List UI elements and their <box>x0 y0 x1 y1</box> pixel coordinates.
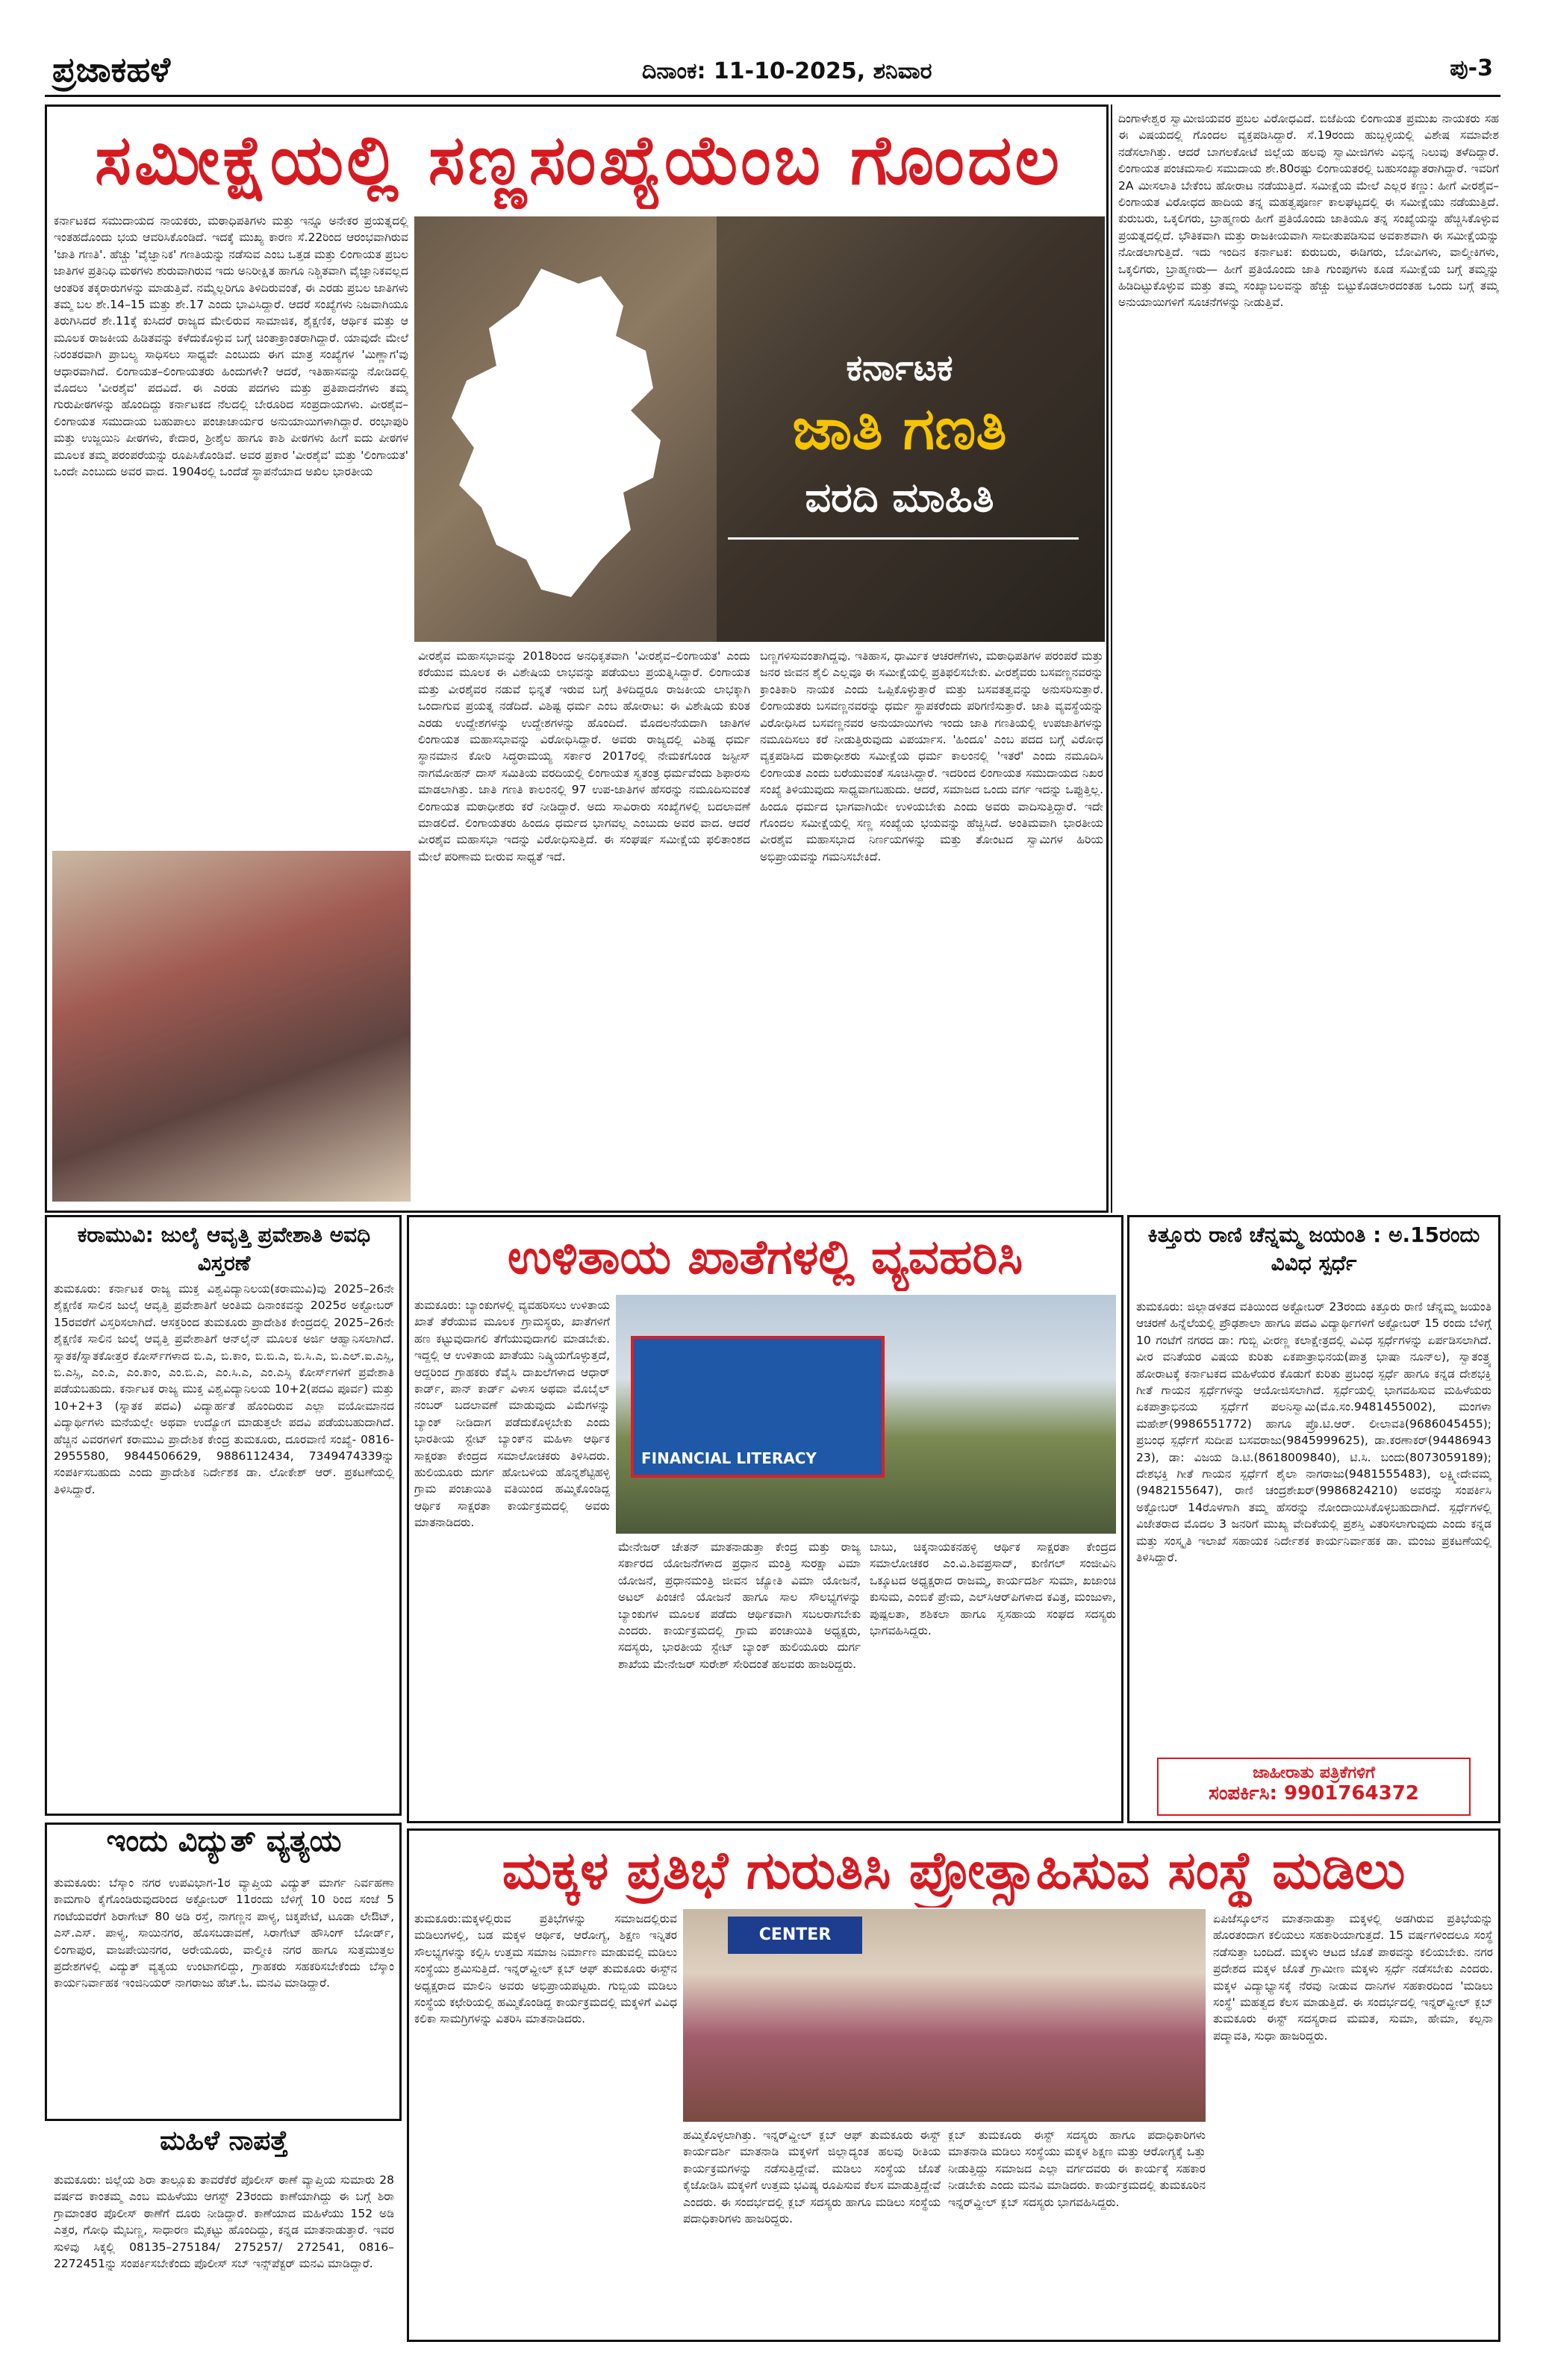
masthead <box>45 45 1500 97</box>
main-story-col4: ದಿಂಗಾಳೇಶ್ವರ ಸ್ವಾಮೀಜಿಯವರ ಪ್ರಬಲ ವಿರೋಧವಿದೆ. ಬಿಜೆಪಿಯ ಲಿಂಗಾಯತ ಪ್ರಮುಖ ನಾಯಕರು ಸಹ ಈ ವಿಷಯದಲ್ಲಿ ಗೊಂದಲ ವ್ಯಕ್ತಪಡಿಸಿದ್ದಾರೆ. ಸೆ.19ರಂದು ಹುಬ್ಬಳ್ಳಿಯಲ್ಲಿ ವಿಶೇಷ ಸಮಾವೇಶ ನಡೆಸಲಾಗಿತ್ತು. ಆದರೆ ಬಾಗಲಕೋಟೆ ಜಿಲ್ಲೆಯ ಹಲವು ಸ್ವಾಮೀಜಿಗಳು ವಿಭಿನ್ನ ನಿಲುವು ತಳೆದಿದ್ದಾರೆ. ಲಿಂಗಾಯತ ಪಂಚಮಸಾಲಿ ಸಮುದಾಯ ಶೇ.80ರಷ್ಟು ಲಿಂಗಾಯತರಲ್ಲಿ ಬಹುಸಂಖ್ಯಾತರಾಗಿದ್ದಾರೆ. ಇವರಿಗೆ 2A ಮೀಸಲಾತಿ ಬೇಕೆಂಬ ಹೋರಾಟ ನಡೆಯುತ್ತಿದೆ. ಸಮೀಕ್ಷೆಯ ಮೇಲೆ ಎಲ್ಲರ ಕಣ್ಣು: ಹೀಗೆ ವೀರಶೈವ–ಲಿಂಗಾಯತ ವಿರೋಧದ ಹಾದಿಯ ತನ್ನ ಮಹತ್ವಪೂರ್ಣ ಕಾಲಘಟ್ಟದಲ್ಲಿ ಈ ಸಮೀಕ್ಷೆಯು ನಡೆಯುತ್ತಿದೆ. ಕುರುಬರು, ಒಕ್ಕಲಿಗರು, ಬ್ರಾಹ್ಮಣರು ಹೀಗೆ ಪ್ರತಿಯೊಂದು ಜಾತಿಯೂ ತನ್ನ ಸಂಖ್ಯೆಯನ್ನು ಹೆಚ್ಚಿಸಿಕೊಳ್ಳುವ ಪ್ರಯತ್ನದಲ್ಲಿದೆ. ಭೌತಿಕವಾಗಿ ಮತ್ತು ರಾಜಕೀಯವಾಗಿ ಸಾಬೀತುಪಡಿಸುವ ಅವಕಾಶವಾಗಿ ಈ ಸಮೀಕ್ಷೆಯನ್ನು ನೋಡಲಾಗುತ್ತಿದೆ. ಇದು ಇಂದಿನ ಕರ್ನಾಟಕ: ಕುರುಬರು, ಈಡಿಗರು, ಬೋವಿಗಳು, ವಾಲ್ಮೀಕಿಗಳು, ಒಕ್ಕಲಿಗರು, ಬ್ರಾಹ್ಮಣರು— ಹೀಗೆ ಪ್ರತಿಯೊಂದು ಜಾತಿ ಗುಂಪುಗಳು ಕೂಡ ಸಮೀಕ್ಷೆಯ ಬಗ್ಗೆ ತಮ್ಮನ್ನು ಹಿಡಿದಿಟ್ಟುಕೊಳ್ಳುವ ಮತ್ತು ತಮ್ಮ ಸಂಖ್ಯಾಬಲವನ್ನು ಹೆಚ್ಚು ಬಿಟ್ಟುಕೊಡಲಾರದಂತಹ ಒಂದು ಬಗ್ಗೆ ತಮ್ಮ ಅನುಯಾಯಿಗಳಿಗೆ ಸೂಚನೆಗಳನ್ನು ನೀಡುತ್ತಿವೆ. <box>1118 112 1499 310</box>
madilu-event-photo <box>683 1909 1206 2122</box>
advertisement-contact-box <box>1157 1758 1471 1816</box>
chennamma-body: ತುಮಕೂರು: ಜಿಲ್ಲಾಡಳಿತದ ವತಿಯಿಂದ ಅಕ್ಟೋಬರ್ 23ರಂದು ಕಿತ್ತೂರು ರಾಣಿ ಚೆನ್ನಮ್ಮ ಜಯಂತಿ ಆಚರಣೆ ಹಿನ್ನೆಲೆಯಲ್ಲಿ ಪ್ರೌಢಶಾಲಾ ಹಾಗೂ ಪದವಿ ವಿದ್ಯಾರ್ಥಿಗಳಿಗೆ ಅಕ್ಟೋಬರ್ 15 ರಂದು ಬೆಳಿಗ್ಗೆ 10 ಗಂಟೆಗೆ ನಗರದ ಡಾ: ಗುಬ್ಬಿ ವೀರಣ್ಣ ಕಲಾಕ್ಷೇತ್ರದಲ್ಲಿ ವಿವಿಧ ಸ್ಪರ್ಧೆಗಳನ್ನು ಏರ್ಪಡಿಸಲಾಗಿದೆ. ವೀರ ವನಿತೆಯರ ವಿಷಯ ಕುರಿತು ಏಕಪಾತ್ರಾಭಿನಯ(ಪಾತ್ರ ಭಾಷಾ ನೂನ್‌ಲ), ಸ್ವಾತಂತ್ರ್ಯ ಹೋರಾಟಕ್ಕೆ ಕರ್ನಾಟಕದ ಮಹಿಳೆಯರ ಕೊಡುಗೆ ಕುರಿತು ಪ್ರಬಂಧ ಸ್ಪರ್ಧೆ ಹಾಗೂ ಕನ್ನಡ ದೇಶಭಕ್ತಿ ಗೀತೆ ಗಾಯನ ಸ್ಪರ್ಧೆಗಳನ್ನು ಆಯೋಜಿಸಲಾಗಿದೆ. ಸ್ಪರ್ಧೆಯಲ್ಲಿ ಭಾಗವಹಿಸುವ ಮಹಿಳೆಯರು ಏಕಪಾತ್ರಾಭಿನಯ ಸ್ಪರ್ಧೆಗೆ ಪಲನಿಸ್ವಾಮಿ(ಮೊ.ಸಂ.9481455002), ಮಂಗಳಾ ಮಹೇಶ್(9986551772) ಹಾಗೂ ಪ್ರೊ.ಟಿ.ಆರ್. ಲೀಲಾವತಿ(9686045455); ಪ್ರಬಂಧ ಸ್ಪರ್ಧೆಗೆ ಸುದೀಪ ಬಸವರಾಜು(9845999625), ಡಾ.ಕರಣಾಕರ್(94486943 23), ಡಾ: ವಿಜಯ ಡಿ.ಟಿ.(8618009840), ಟಿ.ಸಿ. ಬಂದು(8073059189); ದೇಶಭಕ್ತಿ ಗೀತೆ ಗಾಯನ ಸ್ಪರ್ಧೆಗೆ ಶೈಲಾ ನಾಗರಾಜು(9481555483), ಲಕ್ಷ್ಮೀದೇವಮ್ಮ (9482155647), ರಾಣಿ ಚಂದ್ರಶೇಖರ್(9986824210) ಅವರನ್ನು ಸಂಪರ್ಕಿಸಿ ಅಕ್ಟೋಬರ್ 14ರೊಳಗಾಗಿ ತಮ್ಮ ಹೆಸರನ್ನು ನೋಂದಾಯಿಸಿಕೊಳ್ಳಬಹುದಾಗಿದೆ. ಸ್ಪರ್ಧೆಗಳಲ್ಲಿ ವಿಜೇತರಾದ ಮೊದಲ 3 ಜನರಿಗೆ ಮುಖ್ಯ ವೇದಿಕೆಯಲ್ಲಿ ಪ್ರಶಸ್ತಿ ವಿತರಿಸಲಾಗುವುದು ಎಂದು ಕನ್ನಡ ಮತ್ತು ಸಂಸ್ಕೃತಿ ಇಲಾಖೆ ಸಹಾಯಕ ನಿರ್ದೇಶಕ ಕಾರ್ಯನಿರ್ವಾಹಕ ಡಾ. ಮಂಜು ಪ್ರಕಟಣೆಯಲ್ಲಿ ತಿಳಿಸಿದ್ದಾರೆ. <box>1136 1300 1491 1565</box>
talent-col1: ತುಮಕೂರು:ಮಕ್ಕಳಲ್ಲಿರುವ ಪ್ರತಿಭೆಗಳನ್ನು ಸಮಾಜದಲ್ಲಿರುವ ಮಡಿಲುಗಳಲ್ಲಿ, ಬಡ ಮಕ್ಕಳ ಆರ್ಥಿಕ, ಆರೋಗ್ಯ, ಶಿಕ್ಷಣ ಇನ್ನಿತರ ಸೌಲಭ್ಯಗಳನ್ನು ಕಲ್ಪಿಸಿ ಉತ್ತಮ ಸಮಾಜ ನಿರ್ಮಾಣ ಮಾಡುವಲ್ಲಿ ಮಡಿಲು ಸಂಸ್ಥೆಯು ಶ್ರಮಿಸುತ್ತಿದೆ. ಇನ್ನರ್‌ವ್ಹೀಲ್ ಕ್ಲಬ್ ಆಫ್ ತುಮಕೂರು ಈಸ್ಟ್‌ನ ಅಧ್ಯಕ್ಷರಾದ ಮಾಲಿನಿ ಅವರು ಅಭಿಪ್ರಾಯಪಟ್ಟರು. ಗುಬ್ಬಿಯ ಮಡಿಲು ಸಂಸ್ಥೆಯ ಕಛೇರಿಯಲ್ಲಿ ಹಮ್ಮಿಕೊಂಡಿದ್ದ ಕಾರ್ಯಕ್ರಮದಲ್ಲಿ ಮಕ್ಕಳಿಗೆ ವಿವಿಧ ಕಲಿಕಾ ಸಾಮಗ್ರಿಗಳನ್ನು ವಿತರಿಸಿ ಮಾತನಾಡಿದರು. <box>414 1912 677 2026</box>
power-cut-headline: ಇಂದು ವಿದ್ಯುತ್ ವ್ಯತ್ಯಯ <box>106 1824 342 1858</box>
talent-col2: ಹಮ್ಮಿಕೊಳ್ಳಲಾಗಿತ್ತು. ಇನ್ನರ್‌ವ್ಹೀಲ್ ಕ್ಲಬ್ ಆಫ್ ತುಮಕೂರು ಈಸ್ಟ್ ಕಾರ್ಯದರ್ಶಿ ಮಾತನಾಡಿ ಮಕ್ಕಳಿಗೆ ಜಿಲ್ಲಾದ್ಯಂತ ಹಲವು ರೀತಿಯ ಕಾರ್ಯಕ್ರಮಗಳನ್ನು ನಡೆಸುತ್ತಿದ್ದೇವೆ. ಮಡಿಲು ಸಂಸ್ಥೆಯ ಜೊತೆ ಕೈಜೋಡಿಸಿ ಮಕ್ಕಳಿಗೆ ಉತ್ತಮ ಭವಿಷ್ಯ ರೂಪಿಸುವ ಕೆಲಸ ಮಾಡುತ್ತಿದ್ದೇವೆ ಎಂದರು. ಈ ಸಂದರ್ಭದಲ್ಲಿ ಕ್ಲಬ್ ಸದಸ್ಯರು ಹಾಗೂ ಮಡಿಲು ಸಂಸ್ಥೆಯ ಪದಾಧಿಕಾರಿಗಳು ಹಾಜರಿದ್ದರು. <box>683 2128 941 2226</box>
caste-census-infographic <box>414 216 1105 642</box>
power-cut-body: ತುಮಕೂರು: ಬೆಸ್ಕಾಂ ನಗರ ಉಪವಿಭಾಗ-1ರ ವ್ಯಾಪ್ತಿಯ ವಿದ್ಯುತ್ ಮಾರ್ಗ ನಿರ್ವಹಣಾ ಕಾಮಗಾರಿ ಕೈಗೊಂಡಿರುವುದರಿಂದ ಅಕ್ಟೋಬರ್ 11ರಂದು ಬೆಳಿಗ್ಗೆ 10 ರಿಂದ ಸಂಜೆ 5 ಗಂಟೆಯವರೆಗೆ ಶಿರಾಗೇಟ್ 80 ಅಡಿ ರಸ್ತೆ, ನಾಗಣ್ಣನ ಪಾಳ್ಯ, ಚಿಕ್ಕಪೇಟೆ, ಟೂಡಾ ಲೇಔಟ್, ಎಸ್.ಎಸ್. ಪಾಳ್ಯ, ಸಾಯಿನಗರ, ಹೊಸಬಡಾವಣೆ, ಸಿರಾಗೇಟ್ ಹೌಸಿಂಗ್ ಬೋರ್ಡ್, ಲಿಂಗಾಪುರ, ವಾಜಪೇಯಿನಗರ, ಅರೇಯೂರು, ವಾಲ್ಮೀಕಿ ನಗರ ಹಾಗೂ ಸುತ್ತಮುತ್ತಲ ಪ್ರದೇಶಗಳಲ್ಲಿ ವಿದ್ಯುತ್ ವ್ಯತ್ಯಯ ಉಂಟಾಗಲಿದ್ದು, ಗ್ರಾಹಕರು ಸಹಕರಿಸಬೇಕೆಂದು ಬೆಸ್ಕಾಂ ಕಾರ್ಯನಿರ್ವಾಹಕ ಇಂಜಿನಿಯರ್ ನಾಗರಾಜು ಹೆಚ್.ಓ. ಮನವಿ ಮಾಡಿದ್ದಾರೆ. <box>54 1876 394 1990</box>
main-story-col3: ಬಣ್ಣಗಳಿಸುವಂತಾಗಿದ್ದವು. ಇತಿಹಾಸ, ಧಾರ್ಮಿಕ ಆಚರಣೆಗಳು, ಮಠಾಧಿಪತಿಗಳ ಪರಂಪರೆ ಮತ್ತು ಜನರ ಜೀವನ ಶೈಲಿ ಎಲ್ಲವೂ ಈ ಸಮೀಕ್ಷೆಯಲ್ಲಿ ಪ್ರತಿಫಲಿಸಬೇಕು. ವೀರಶೈವರು ಬಸವಣ್ಣನವರನ್ನು ಕ್ರಾಂತಿಕಾರಿ ನಾಯಕ ಎಂದು ಒಪ್ಪಿಕೊಳ್ಳುತ್ತಾರೆ ಮತ್ತು ಬಸವತತ್ವವನ್ನು ಅನುಸರಿಸುತ್ತಾರೆ. ಲಿಂಗಾಯತರು ಬಸವಣ್ಣನವರನ್ನು ಧರ್ಮ ಸ್ಥಾಪಕರೆಂದು ಪರಿಗಣಿಸುತ್ತಾರೆ. ಜಾತಿ ವ್ಯವಸ್ಥೆಯನ್ನು ವಿರೋಧಿಸಿದ ಬಸವಣ್ಣನವರ ಅನುಯಾಯಿಗಳು ಇಂದು ಜಾತಿ ಗಣತಿಯಲ್ಲಿ ಉಪಜಾತಿಗಳನ್ನು ನಮೂದಿಸಲು ಕರೆ ನೀಡುತ್ತಿರುವುದು ವಿಪರ್ಯಾಸ. 'ಹಿಂದೂ' ಎಂಬ ಪದದ ಬಗ್ಗೆ ವಿರೋಧ ವ್ಯಕ್ತಪಡಿಸಿದ ಮಠಾಧೀಶರು ಸಮೀಕ್ಷೆಯ ಧರ್ಮ ಕಾಲಂನಲ್ಲಿ 'ಇತರೆ' ಎಂದು ನಮೂದಿಸಿ ಲಿಂಗಾಯತ ಎಂದು ಬರೆಯುವಂತೆ ಸೂಚಿಸಿದ್ದಾರೆ. ಇದರಿಂದ ಲಿಂಗಾಯತ ಸಮುದಾಯದ ನಿಖರ ಸಂಖ್ಯೆ ತಿಳಿಯುವುದು ಸಾಧ್ಯವಾಗಬಹುದು. ಆದರೆ, ಸಮಾಜದ ಒಂದು ವರ್ಗ ಇದನ್ನು ಒಪ್ಪುತ್ತಿಲ್ಲ. ಹಿಂದೂ ಧರ್ಮದ ಭಾಗವಾಗಿಯೇ ಉಳಿಯಬೇಕು ಎಂದು ಅವರು ವಾದಿಸುತ್ತಿದ್ದಾರೆ. ಇದೇ ಗೊಂದಲ ಸಮೀಕ್ಷೆಯಲ್ಲಿ ಸಣ್ಣ ಸಂಖ್ಯೆಯ ಭಯವನ್ನು ಹೆಚ್ಚಿಸಿದೆ. ಅಂತಿಮವಾಗಿ ಭಾರತೀಯ ವೀರಶೈವ ಮಹಾಸಭಾದ ನಿರ್ಣಯಗಳನ್ನು ಮತ್ತು ತೋಂಟದ ಸ್ವಾಮಿಗಳ ಹಿರಿಯ ಅಭಿಪ್ರಾಯವನ್ನು ಗಮನಿಸಬೇಕಿದೆ. <box>760 649 1103 863</box>
main-story-col1: ಕರ್ನಾಟಕದ ಸಮುದಾಯದ ನಾಯಕರು, ಮಠಾಧಿಪತಿಗಳು ಮತ್ತು ಇನ್ನೂ ಅನೇಕರ ಪ್ರಯತ್ನದಲ್ಲಿ ಇಂತಹದೊಂದು ಭಯ ಆವರಿಸಿಕೊಂಡಿದೆ. ಇದಕ್ಕೆ ಮುಖ್ಯ ಕಾರಣ ಸೆ.22ರಿಂದ ಆರಂಭವಾಗಿರುವ 'ಜಾತಿ ಗಣತಿ'. ಹೆಚ್ಚು 'ವೈಜ್ಞಾನಿಕ' ಗಣತಿಯನ್ನು ನಡೆಸುವ ಎಂಬ ಒತ್ತಡ ಮತ್ತು ಲಿಂಗಾಯತ ಪ್ರಬಲ ಜಾತಿಗಳ ಪ್ರತಿನಿಧಿ ಮಠಗಳು ಶುರುವಾಗಿರುವ ಇದು ಅನಿರೀಕ್ಷಿತ ಹಾಗೂ ನಿಶ್ಚಿತವಾಗಿ ವೈಜ್ಞಾನಿಕವಲ್ಲದ ಆಂತರಿಕ ತಕ್ಕರಾರುಗಳನ್ನು ಮಾಡುತ್ತಿವೆ. ನಮ್ಮೆಲ್ಲರಿಗೂ ತಿಳಿದಿರುವಂತೆ, ಈ ಎರಡು ಪ್ರಬಲ ಜಾತಿಗಳು ತಮ್ಮ ಬಲ ಶೇ.14–15 ಮತ್ತು ಶೇ.17 ಎಂದು ಭಾವಿಸಿದ್ದಾರೆ. ಆದರೆ ಸಂಖ್ಯೆಗಳು ನಿಜವಾಗಿಯೂ ತಿರುಗಿಸಿದರೆ ಶೇ.11ಕ್ಕೆ ಕುಸಿದರೆ ರಾಜ್ಯದ ಮೇಲಿರುವ ಸಾಮಾಜಿಕ, ಶೈಕ್ಷಣಿಕ, ಆರ್ಥಿಕ ಮತ್ತು ಆ ಮೂಲಕ ರಾಜಕೀಯ ಹಿಡಿತವನ್ನು ಕಳೆದುಕೊಳ್ಳುವ ಬಗ್ಗೆ ಚಿಂತಾಕ್ರಾಂತರಾಗಿದ್ದಾರೆ. ಯಾವುದೇ ಮೇಲೆ ನಿರಂತರವಾಗಿ ಪ್ರಾಬಲ್ಯ ಸಾಧಿಸಲು ಸಾಧ್ಯವೇ ಎಂಬುದು ಈಗ ಮಾತ್ರ ಸಂಖ್ಯೆಗಳ 'ಮಿಣ್ಣಾಗ'ವು ಆಧಾರವಾಗಿದೆ. ಲಿಂಗಾಯತ–ಲಿಂಗಾಯತರು ಹಿಂದುಗಳೇ? ಆದರೆ, ಇತಿಹಾಸವನ್ನು ನೋಡಿದಲ್ಲಿ ಮೊದಲು 'ವೀರಶೈವ' ಪದವಿದೆ. ಈ ಎರಡು ಪದಗಳು ಮತ್ತು ಪ್ರತಿಪಾದನೆಗಳು ತಮ್ಮ ಗುರುಪೀಠಗಳನ್ನು ಹೊಂದಿದ್ದು ಕರ್ನಾಟಕದ ನೆಲದಲ್ಲಿ ಬೇರೂರಿದ ಸಂಪ್ರದಾಯಗಳು. ವೀರಶೈವ–ಲಿಂಗಾಯತ ಸಮುದಾಯ ಬಹುಪಾಲು ಪಂಚಾಚಾರ್ಯರ ಅನುಯಾಯಿಗಳಾಗಿದ್ದಾರೆ. ರಂಭಾಪುರಿ ಮತ್ತು ಉಜ್ಜಯಿನಿ ಪೀಠಗಳು, ಕೇದಾರ, ಶ್ರೀಶೈಲ ಹಾಗೂ ಕಾಶಿ ಪೀಠಗಳು ಹೀಗೆ ಐದು ಪೀಠಗಳ ಮೂಲಕ ತಮ್ಮ ಪರಂಪರೆಯನ್ನು ರೂಪಿಸಿಕೊಂಡಿವೆ. ಅವರ ಪ್ರಕಾರ 'ವೀರಶೈವ' ಮತ್ತು 'ಲಿಂಗಾಯತ' ಒಂದೇ ಎಂಬುದು ಅವರ ವಾದ. 1904ರಲ್ಲಿ ಒಂದೆಡೆ ಸ್ಥಾಪನೆಯಾದ ಅಖಿಲ ಭಾರತೀಯ <box>54 214 408 479</box>
financial-literacy-photo <box>616 1295 1116 1534</box>
ad-phone: ಸಂಪರ್ಕಿಸಿ: 9901764372 <box>1209 1782 1419 1805</box>
karamuvi-body: ತುಮಕೂರು: ಕರ್ನಾಟಕ ರಾಜ್ಯ ಮುಕ್ತ ವಿಶ್ವವಿದ್ಯಾನಿಲಯ(ಕರಾಮುವಿ)ವು 2025–26ನೇ ಶೈಕ್ಷಣಿಕ ಸಾಲಿನ ಜುಲೈ ಆವೃತ್ತಿ ಪ್ರವೇಶಾತಿಗೆ ಅಂತಿಮ ದಿನಾಂಕವನ್ನು 2025ರ ಅಕ್ಟೋಬರ್ 15ರವರೆಗೆ ವಿಸ್ತರಿಸಲಾಗಿದೆ. ಆಸಕ್ತರಿಂದ ತುಮಕೂರು ಪ್ರಾದೇಶಿಕ ಕೇಂದ್ರದಲ್ಲಿ 2025–26ನೇ ಶೈಕ್ಷಣಿಕ ಸಾಲಿನ ಜುಲೈ ಆವೃತ್ತಿ ಪ್ರವೇಶಾತಿಗೆ ಆನ್‌ಲೈನ್ ಮೂಲಕ ಅರ್ಜಿ ಆಹ್ವಾನಿಸಲಾಗಿದೆ. ಸ್ನಾತಕ/ಸ್ನಾತಕೋತ್ತರ ಕೋರ್ಸ್‌ಗಳಾದ ಬಿ.ಎ, ಬಿ.ಕಾಂ, ಬಿ.ಬಿ.ಎ, ಬಿ.ಸಿ.ಎ, ಬಿ.ಎಲ್.ಐ.ಎಸ್ಸಿ, ಬಿ.ಎಸ್ಸಿ, ಎಂ.ಎ, ಎಂ.ಕಾಂ, ಎಂ.ಬಿ.ಎ, ಎಂ.ಸಿ.ಎ, ಎಂ.ಎಸ್ಸಿ ಕೋರ್ಸ್‌ಗಳಿಗೆ ಪ್ರವೇಶಾತಿ ಪಡೆಯಬಹುದು. ಕರ್ನಾಟಕ ರಾಜ್ಯ ಮುಕ್ತ ವಿಶ್ವವಿದ್ಯಾನಿಲಯ 10+2(ಪದವಿ ಪೂರ್ವ) ಮತ್ತು 10+2+3 (ಸ್ನಾತಕ ಪದವಿ) ವಿದ್ಯಾರ್ಹತೆ ಹೊಂದಿರುವ ಎಲ್ಲಾ ವಯೋಮಾನದ ವಿದ್ಯಾರ್ಥಿಗಳು ಮನೆಯಲ್ಲೇ ಅಥವಾ ಉದ್ಯೋಗ ಮಾಡುತ್ತಲೇ ಪದವಿ ಪಡೆಯಬಹುದಾಗಿದೆ. ಹೆಚ್ಚಿನ ವಿವರಗಳಿಗೆ ಕರಾಮುವಿ ಪ್ರಾದೇಶಿಕ ಕೇಂದ್ರ ತುಮಕೂರು, ದೂರವಾಣಿ ಸಂಖ್ಯೆ- 0816-2955580, 9844506629, 9886112434, 7349474339ನ್ನು ಸಂಪರ್ಕಿಸಬಹುದು ಎಂದು ಪ್ರಾದೇಶಿಕ ನಿರ್ದೇಶಕ ಡಾ. ಲೋಕೇಶ್ ಆರ್. ಪ್ರಕಟಣೆಯಲ್ಲಿ ತಿಳಿಸಿದ್ದಾರೆ. <box>54 1282 394 1496</box>
newspaper-name: ಪ್ರಜಾಕಹಳೆ <box>52 49 171 90</box>
banner-text: FINANCIAL LITERACY <box>641 1449 817 1467</box>
center-sign: CENTER <box>728 1917 862 1954</box>
savings-col1: ತುಮಕೂರು: ಬ್ಯಾಂಕುಗಳಲ್ಲಿ ವ್ಯವಹರಿಸಲು ಉಳಿತಾಯ ಖಾತೆ ತೆರೆಯುವ ಮೂಲಕ ಗ್ರಾಮಸ್ಥರು, ಖಾತೆಗಳಿಗೆ ಹಣ ಕಟ್ಟುವುದಾಗಲಿ ತೆಗೆಯುವುದಾಗಲಿ ಮಾಡಬೇಕು. ಇದ್ದಲ್ಲಿ ಆ ಉಳಿತಾಯ ಖಾತೆಯು ನಿಷ್ಕ್ರಿಯಗೊಳ್ಳುತ್ತದೆ, ಆದ್ದರಿಂದ ಗ್ರಾಹಕರು ಕೆವೈಸಿ ದಾಖಲೆಗಳಾದ ಆಧಾರ್ ಕಾರ್ಡ್, ಪಾನ್ ಕಾರ್ಡ್ ವಿಳಾಸ ಅಥವಾ ಮೊಬೈಲ್ ನಂಬರ್ ಬದಲಾವಣೆ ಮಾಡುವುದು ವಿಮೆಗಳನ್ನು ಬ್ಯಾಂಕ್ ನೀಡಿದಾಗ ಪಡೆದುಕೊಳ್ಳಬೇಕು ಎಂದು ಭಾರತೀಯ ಸ್ಟೇಟ್ ಬ್ಯಾಂಕ್‌ನ ಮಹಿಳಾ ಆರ್ಥಿಕ ಸಾಕ್ಷರತಾ ಕೇಂದ್ರದ ಸಮಾಲೋಚಕರು ತಿಳಿಸಿದರು. ಹುಲಿಯೂರು ದುರ್ಗ ಹೋಬಳಿಯ ಹೊನ್ನಶೆಟ್ಟಿಹಳ್ಳಿ ಗ್ರಾಮ ಪಂಚಾಯಿತಿ ವತಿಯಿಂದ ಹಮ್ಮಿಕೊಂಡಿದ್ದ ಆರ್ಥಿಕ ಸಾಕ್ಷರತಾ ಕಾರ್ಯಕ್ರಮದಲ್ಲಿ ಅವರು ಮಾತನಾಡಿದರು. <box>414 1299 610 1530</box>
infographic-rule <box>728 537 1079 540</box>
main-headline: ಸಮೀಕ್ಷೆಯಲ್ಲಿ ಸಣ್ಣಸಂಖ್ಯೆಯೆಂಬ ಗೊಂದಲ <box>95 120 1062 200</box>
survey-women-photo <box>52 851 411 1202</box>
infographic-title-line1: ಕರ್ನಾಟಕ <box>846 347 953 389</box>
missing-woman-headline: ಮಹಿಳೆ ನಾಪತ್ತೆ <box>160 2126 288 2156</box>
karnataka-map-icon <box>429 261 698 605</box>
karamuvi-headline: ಕರಾಮುವಿ: ಜುಲೈ ಆವೃತ್ತಿ ಪ್ರವೇಶಾತಿ ಅವಧಿ ವಿಸ್ತರಣೆ <box>77 1222 371 1275</box>
financial-literacy-banner <box>631 1336 885 1478</box>
issue-date: ದಿನಾಂಕ: 11-10-2025, ಶನಿವಾರ <box>642 58 932 84</box>
talent-headline: ಮಕ್ಕಳ ಪ್ರತಿಭೆ ಗುರುತಿಸಿ ಪ್ರೋತ್ಸಾಹಿಸುವ ಸಂಸ್ಥೆ ಮಡಿಲು <box>502 1840 1406 1901</box>
chennamma-headline: ಕಿತ್ತೂರು ರಾಣಿ ಚೆನ್ನಮ್ಮ ಜಯಂತಿ : ಅ.15ರಂದು ವಿವಿಧ ಸ್ಪರ್ಧೆ <box>1147 1222 1480 1275</box>
savings-col2: ಮೇನೇಜರ್ ಚೇತನ್ ಮಾತನಾಡುತ್ತಾ ಕೇಂದ್ರ ಮತ್ತು ರಾಜ್ಯ ಸರ್ಕಾರದ ಯೋಜನೆಗಳಾದ ಪ್ರಧಾನ ಮಂತ್ರಿ ಸುರಕ್ಷಾ ವಿಮಾ ಯೋಜನೆ, ಪ್ರಧಾನಮಂತ್ರಿ ಜೀವನ ಜ್ಯೋತಿ ವಿಮಾ ಯೋಜನೆ, ಅಟಲ್ ಪಿಂಚಣಿ ಯೋಜನೆ ಹಾಗೂ ಸಾಲ ಸೌಲಭ್ಯಗಳನ್ನು ಬ್ಯಾಂಕುಗಳ ಮೂಲಕ ಪಡೆದು ಆರ್ಥಿಕವಾಗಿ ಸಬಲರಾಗಬೇಕು ಎಂದರು. ಕಾರ್ಯಕ್ರಮದಲ್ಲಿ ಗ್ರಾಮ ಪಂಚಾಯಿತಿ ಅಧ್ಯಕ್ಷರು, ಸದಸ್ಯರು, ಭಾರತೀಯ ಸ್ಟೇಟ್ ಬ್ಯಾಂಕ್ ಹುಲಿಯೂರು ದುರ್ಗ ಶಾಖೆಯ ಮೇನೇಜರ್ ಸುರೇಶ್ ಸೇರಿದಂತೆ ಹಲವರು ಹಾಜರಿದ್ದರು. <box>618 1540 861 1671</box>
missing-woman-body: ತುಮಕೂರು: ಜಿಲ್ಲೆಯ ಶಿರಾ ತಾಲ್ಲೂಕು ತಾವರೆಕೆರೆ ಪೊಲೀಸ್ ಠಾಣೆ ವ್ಯಾಪ್ತಿಯ ಸುಮಾರು 28 ವರ್ಷದ ಕಾಂತಮ್ಮ ಎಂಬ ಮಹಿಳೆಯು ಆಗಸ್ಟ್ 23ರಂದು ಕಾಣೆಯಾಗಿದ್ದು ಈ ಬಗ್ಗೆ ಶಿರಾ ಗ್ರಾಮಾಂತರ ಪೊಲೀಸ್ ಠಾಣೆಗೆ ದೂರು ನೀಡಿದ್ದಾರೆ. ಕಾಣೆಯಾದ ಮಹಿಳೆಯು 152 ಅಡಿ ಎತ್ತರ, ಗೋಧಿ ಮೈಬಣ್ಣ, ಸಾಧಾರಣ ಮೈಕಟ್ಟು ಹೊಂದಿದ್ದು, ಕನ್ನಡ ಮಾತನಾಡುತ್ತಾರೆ. ಇವರ ಸುಳಿವು ಸಿಕ್ಕಲ್ಲಿ 08135–275184/ 275257/ 272541, 0816–2272451ನ್ನು ಸಂಪರ್ಕಿಸಬೇಕೆಂದು ಪೊಲೀಸ್ ಸಬ್ ಇನ್ಸ್‌ಪೆಕ್ಟರ್ ಮನವಿ ಮಾಡಿದ್ದಾರೆ. <box>54 2173 394 2271</box>
ad-line1: ಜಾಹೀರಾತು ಪತ್ರಿಕೆಗಳಿಗೆ <box>1253 1764 1375 1782</box>
savings-col3: ಬಾಬು, ಚಿಕ್ಕನಾಯಕನಹಳ್ಳಿ ಆರ್ಥಿಕ ಸಾಕ್ಷರತಾ ಕೇಂದ್ರದ ಸಮಾಲೋಚಕರ ಎಂ.ವಿ.ಶಿವಪ್ರಸಾದ್, ಕುಣಿಗಲ್ ಸಂಜೀವಿನಿ ಒಕ್ಕೂಟದ ಅಧ್ಯಕ್ಷರಾದ ರಾಜಮ್ಮ, ಕಾರ್ಯದರ್ಶಿ ಸುಮಾ, ಖಜಾಂಚಿ ಕುಸುಮ, ಎಂಬಿಕೆ ಪ್ರೇಮ, ಎಲ್‌ಸಿಆರ್‌ಪಿಗಳಾದ ಕವಿತ್ರ, ಮಂಜುಳಾ, ಪುಷ್ಪಲತಾ, ಶಶಿಕಲಾ ಹಾಗೂ ಸ್ವಸಹಾಯ ಸಂಘದ ಸದಸ್ಯರು ಭಾಗವಹಿಸಿದ್ದರು. <box>870 1540 1116 1638</box>
page-number: ಪು-3 <box>1450 55 1493 81</box>
main-story-col2: ವೀರಶೈವ ಮಹಾಸಭಾವನ್ನು 2018ರಿಂದ ಅನಧಿಕೃತವಾಗಿ 'ವೀರಶೈವ–ಲಿಂಗಾಯತ' ಎಂದು ಕರೆಯುವ ಮೂಲಕ ಈ ವಿಶೇಷಿಯ ಲಾಭವನ್ನು ಪಡೆಯಲು ಪ್ರಯತ್ನಿಸಿದ್ದಾರೆ. ಲಿಂಗಾಯತ ಮತ್ತು ವೀರಶೈವರ ನಡುವೆ ಭಿನ್ನತೆ ಇರುವ ಬಗ್ಗೆ ತಿಳಿದಿದ್ದರೂ ರಾಜಕೀಯ ಲಾಭಕ್ಕಾಗಿ ಒಂದಾಗುವ ಪ್ರಯತ್ನ ನಡೆದಿದೆ. ವಿಶಿಷ್ಟ ಧರ್ಮ ಎಂಬ ಹೋರಾಟ: ಈ ವಿಶೇಷಿಯ ಕುರಿತ ಎರಡು ಉದ್ದೇಶಗಳನ್ನು ಉದ್ದೇಶಗಳನ್ನು ಹೊಂದಿದೆ. ಮೊದಲನೆಯದಾಗಿ ಜಾತಿಗಳ ಲಿಂಗಾಯತ ಮಹಾಸಭಾವನ್ನು ವಿರೋಧಿಸಿದ್ದಾರೆ. ಅವರು ರಾಜ್ಯದಲ್ಲಿ ವಿಶಿಷ್ಟ ಧರ್ಮ ಸ್ಥಾನಮಾನ ಕೋರಿ ಸಿದ್ಧರಾಮಯ್ಯ ಸರ್ಕಾರ 2017ರಲ್ಲಿ ನೇಮಕಗೊಂಡ ಜಸ್ಟೀಸ್ ನಾಗಮೋಹನ್ ದಾಸ್ ಸಮಿತಿಯ ವರದಿಯಲ್ಲಿ ಲಿಂಗಾಯತ ಸ್ವತಂತ್ರ ಧರ್ಮವೆಂದು ಶಿಫಾರಸು ಮಾಡಲಾಗಿತ್ತು. ಜಾತಿ ಗಣತಿ ಕಾಲಂನಲ್ಲಿ 97 ಉಪ-ಜಾತಿಗಳ ಹೆಸರನ್ನು ನಮೂದಿಸುವಂತೆ ಲಿಂಗಾಯತ ಮಠಾಧೀಶರು ಕರೆ ನೀಡಿದ್ದಾರೆ. ಅದು ಸಾವಿರಾರು ಸಂಖ್ಯೆಗಳಲ್ಲಿ ಬದಲಾವಣೆ ಮಾಡಲಿದೆ. ಲಿಂಗಾಯತರು ಹಿಂದೂ ಧರ್ಮದ ಭಾಗವಲ್ಲ ಎಂಬುದು ಅವರ ವಾದ. ಆದರೆ ವೀರಶೈವ ಮಹಾಸಭಾ ಇದನ್ನು ವಿರೋಧಿಸುತ್ತಿದೆ. ಈ ಸಂಘರ್ಷ ಸಮೀಕ್ಷೆಯ ಫಲಿತಾಂಶದ ಮೇಲೆ ಪರಿಣಾಮ ಬೀರುವ ಸಾಧ್ಯತೆ ಇದೆ. <box>418 649 750 863</box>
savings-headline: ಉಳಿತಾಯ ಖಾತೆಗಳಲ್ಲಿ ವ್ಯವಹರಿಸಿ <box>507 1230 1023 1285</box>
talent-col3: ಕ್ಲಬ್ ತುಮಕೂರು ಈಸ್ಟ್ ಸದಸ್ಯರು ಹಾಗೂ ಪದಾಧಿಕಾರಿಗಳು ಮಾತನಾಡಿ ಮಡಿಲು ಸಂಸ್ಥೆಯು ಮಕ್ಕಳ ಶಿಕ್ಷಣ ಮತ್ತು ಆರೋಗ್ಯಕ್ಕೆ ಒತ್ತು ನೀಡುತ್ತಿದ್ದು ಸಮಾಜದ ಎಲ್ಲಾ ವರ್ಗದವರು ಈ ಕಾರ್ಯಕ್ಕೆ ಸಹಕಾರ ನೀಡಬೇಕು ಎಂದು ಮನವಿ ಮಾಡಿದರು. ಕಾರ್ಯಕ್ರಮದಲ್ಲಿ ತುಮಕೂರಿನ ಇನ್ನರ್‌ವ್ಹೀಲ್ ಕ್ಲಬ್ ಸದಸ್ಯರು ಭಾಗವಹಿಸಿದ್ದರು. <box>948 2128 1206 2209</box>
infographic-title-line3: ವರದಿ ಮಾಹಿತಿ <box>805 474 994 521</box>
infographic-title-line2: ಜಾತಿ ಗಣತಿ <box>792 396 1007 463</box>
main-col-divider <box>1111 104 1112 1213</box>
talent-col4: ಏಪಿಜೆಸ್ಕೂಲ್‌ನ ಮಾತನಾಡುತ್ತಾ ಮಕ್ಕಳಲ್ಲಿ ಅಡಗಿರುವ ಪ್ರತಿಭೆಯನ್ನು ಹೊರತಂದಾಗ ಕಲಿಯಲು ಸಹಕಾರಿಯಾಗುತ್ತದೆ. 15 ವರ್ಷಗಳಿಂದಲೂ ಸಂಸ್ಥೆ ನಡೆಸುತ್ತಾ ಬಂದಿದೆ. ಮಕ್ಕಳು ಆಟದ ಜೊತೆ ಪಾಠವನ್ನು ಕಲಿಯಬೇಕು. ನಗರ ಪ್ರದೇಶದ ಮಕ್ಕಳ ಜೊತೆ ಗ್ರಾಮೀಣ ಮಕ್ಕಳು ಸ್ಪರ್ಧೆ ನಡೆಸಬೇಕು ಎಂದರು. ಮಕ್ಕಳ ವಿದ್ಯಾಭ್ಯಾಸಕ್ಕೆ ನೆರವು ನೀಡುವ ದಾನಿಗಳ ಸಹಕಾರದಿಂದ 'ಮಡಿಲು ಸಂಸ್ಥೆ' ಮಹತ್ವದ ಕೆಲಸ ಮಾಡುತ್ತಿದೆ. ಈ ಸಂದರ್ಭದಲ್ಲಿ ಇನ್ನರ್‌ವ್ಹೀಲ್ ಕ್ಲಬ್ ತುಮಕೂರು ಈಸ್ಟ್ ಸದಸ್ಯರಾದ ಮಮತ, ಸುಮಾ, ಹೇಮಾ, ಕಲ್ಪನಾ ಪದ್ಮಾವತಿ, ಸುಧಾ ಹಾಜರಿದ್ದರು. <box>1213 1912 1493 2043</box>
